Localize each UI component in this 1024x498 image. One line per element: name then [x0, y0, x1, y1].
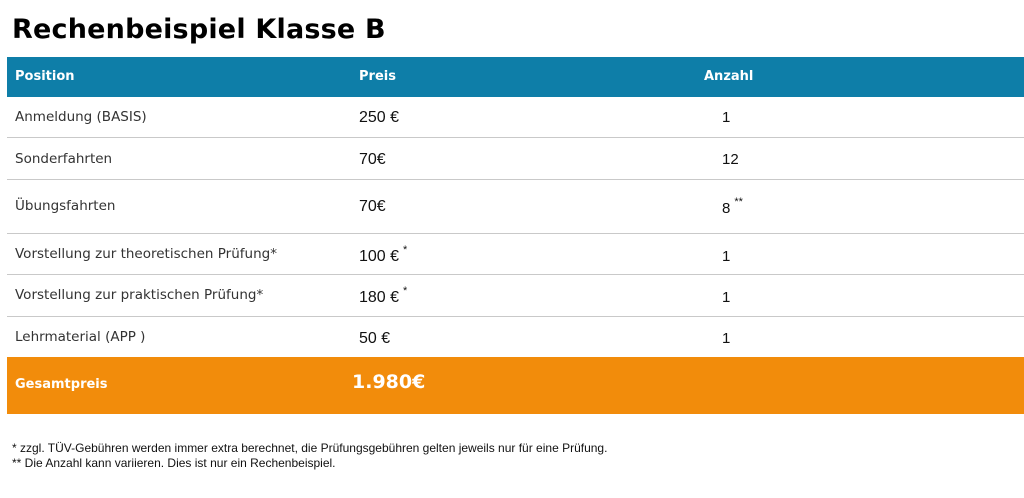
row-position: Lehrmaterial (APP ) — [15, 329, 146, 345]
total-value: 1.980€ — [352, 371, 426, 393]
row-price: 250 € — [359, 109, 400, 126]
row-position: Sonderfahrten — [15, 151, 113, 167]
table-row — [7, 180, 1024, 234]
footnote: ** Die Anzahl kann variieren. Dies ist nur ein Rechenbeispiel. — [12, 456, 336, 470]
table-row — [7, 234, 1024, 275]
footnote: * zzgl. TÜV-Gebühren werden immer extra berechnet, die Prüfungsgebühren gelten jeweils nur für eine Prüfung. — [12, 441, 608, 455]
row-price: 100 € * — [359, 244, 408, 265]
table-row — [7, 317, 1024, 357]
row-position: Übungsfahrten — [15, 198, 116, 214]
row-price: 180 € * — [359, 285, 408, 306]
table-row — [7, 275, 1024, 317]
price-table — [7, 57, 1024, 414]
table-row — [7, 97, 1024, 138]
total-row — [7, 357, 1024, 414]
table-header — [7, 57, 1024, 97]
row-quantity: 1 — [722, 248, 731, 265]
row-quantity: 12 — [722, 151, 739, 168]
row-position: Anmeldung (BASIS) — [15, 109, 147, 125]
header-quantity: Anzahl — [704, 69, 754, 84]
row-quantity: 1 — [722, 330, 731, 347]
row-quantity: 1 — [722, 289, 731, 306]
total-label: Gesamtpreis — [15, 377, 108, 392]
header-price: Preis — [359, 69, 396, 84]
page-title: Rechenbeispiel Klasse B — [12, 14, 386, 45]
row-quantity: 1 — [722, 109, 731, 126]
row-price: 50 € — [359, 330, 391, 347]
table-row — [7, 138, 1024, 180]
row-price: 70€ — [359, 198, 386, 215]
row-price: 70€ — [359, 151, 386, 168]
row-position: Vorstellung zur theoretischen Prüfung* — [15, 246, 277, 262]
row-quantity: 8 ** — [722, 196, 743, 217]
row-position: Vorstellung zur praktischen Prüfung* — [15, 287, 264, 303]
header-position: Position — [15, 69, 75, 84]
footnotes — [12, 441, 607, 471]
